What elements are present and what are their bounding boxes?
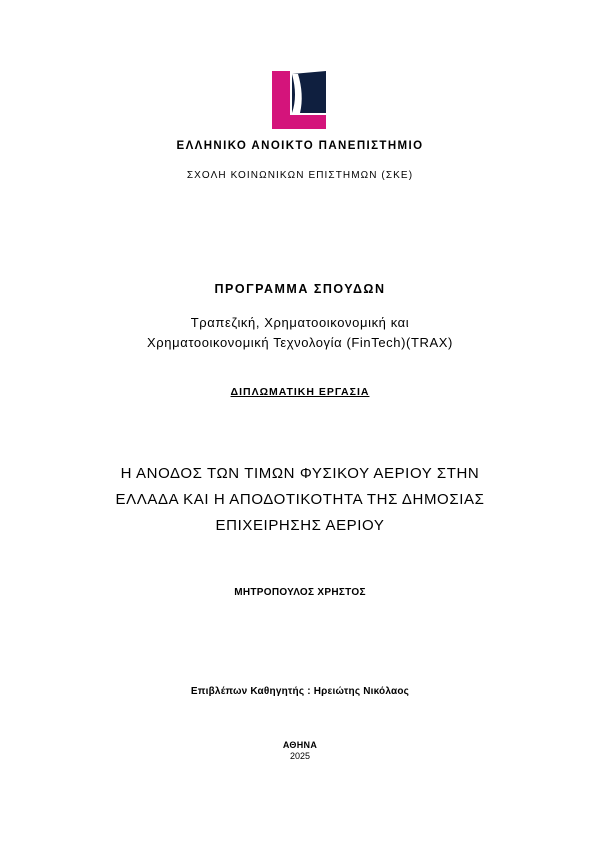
thesis-type: ΔΙΠΛΩΜΑΤΙΚΗ ΕΡΓΑΣΙΑ [230, 386, 370, 398]
program-name-line-2: Χρηματοοικονομική Τεχνολογία (FinTech)(TRAX) [147, 335, 453, 350]
author-name: ΜΗΤΡΟΠΟΥΛΟΣ ΧΡΗΣΤΟΣ [234, 587, 366, 598]
thesis-title-line-1: Η ΑΝΟΔΟΣ ΤΩΝ ΤΙΜΩΝ ΦΥΣΙΚΟΥ ΑΕΡΙΟΥ ΣΤΗΝ [120, 465, 480, 482]
program-heading: ΠΡΟΓΡΑΜΜΑ ΣΠΟΥΔΩΝ [214, 282, 386, 296]
year: 2025 [289, 751, 311, 761]
university-logo [272, 71, 326, 129]
program-name [0, 313, 600, 353]
city: ΑΘΗΝΑ [282, 740, 318, 750]
university-name: ΕΛΛΗΝΙΚΟ ΑΝΟΙΚΤΟ ΠΑΝΕΠΙΣΤΗΜΙΟ [176, 140, 424, 152]
supervisor: Επιβλέπων Καθηγητής : Ηρειώτης Νικόλαος [190, 686, 410, 697]
program-name-line-1: Τραπεζική, Χρηματοοικονομική και [190, 315, 410, 330]
thesis-title [0, 461, 600, 539]
school-name: ΣΧΟΛΗ ΚΟΙΝΩΝΙΚΩΝ ΕΠΙΣΤΗΜΩΝ (ΣΚΕ) [186, 170, 414, 181]
thesis-title-line-3: ΕΠΙΧΕΙΡΗΣΗΣ ΑΕΡΙΟΥ [215, 517, 385, 534]
thesis-title-line-2: ΕΛΛΑΔΑ ΚΑΙ Η ΑΠΟΔΟΤΙΚΟΤΗΤΑ ΤΗΣ ΔΗΜΟΣΙΑΣ [115, 491, 485, 508]
